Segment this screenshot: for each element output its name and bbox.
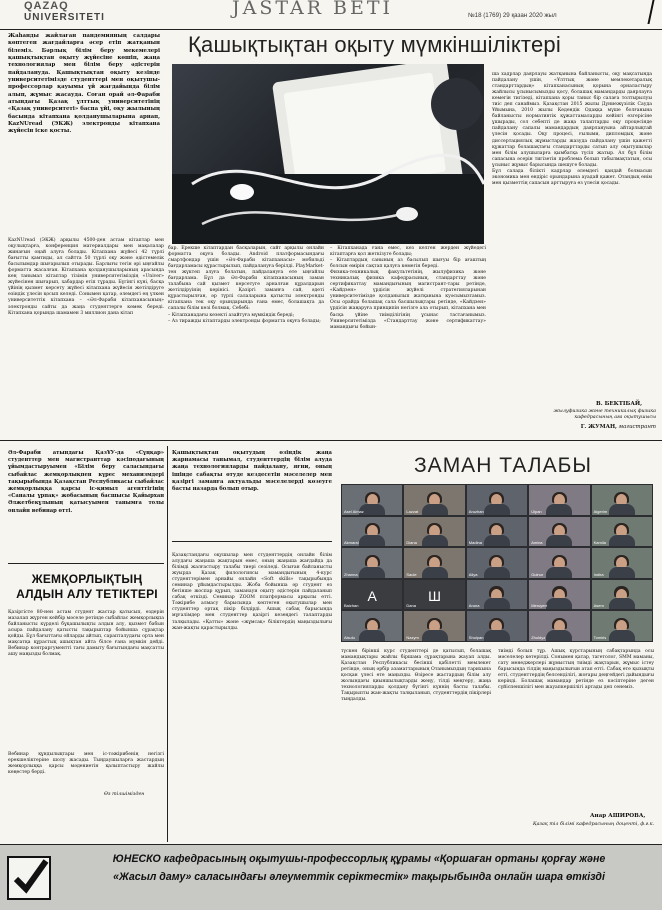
- zoom-participant-tile: [404, 485, 464, 515]
- zoom-participant-name: Gulnur: [531, 571, 544, 577]
- article3-title: ЗАМАН ТАЛАБЫ: [414, 454, 592, 477]
- zoom-participant-body: [609, 598, 635, 609]
- masthead: [0, 0, 662, 28]
- zoom-participant-body: [422, 630, 448, 641]
- article1-top-rule: [0, 29, 662, 30]
- footer-banner: [0, 844, 662, 910]
- article2-lead-rule: [8, 563, 164, 564]
- zoom-participant-tile: [404, 611, 464, 641]
- zoom-participant-tile: [467, 580, 527, 610]
- article2-body2: Вебинар құндылықтары мен іс-тәжірибенің негізгі ерекшеліктеріне шолу жасады. Тыңдаушыларға жастардың жемқорлыққа қарсы мәдениетін қалыптастыру жайлы кеңестер берді.: [8, 752, 164, 776]
- zoom-participant-tile: [342, 548, 402, 578]
- checkmark-icon: [6, 855, 52, 901]
- zoom-participant-name: Balzhan: [344, 603, 359, 609]
- zoom-participant-name: Indira: [593, 571, 604, 577]
- zoom-participant-body: [422, 504, 448, 515]
- phone-photo-illustration: [172, 64, 484, 244]
- article3-author: Анар АШИРОВА,: [590, 813, 646, 819]
- zoom-participant-body: [422, 567, 448, 578]
- article1-col4: ша хадрлар даярлауы жатқанына байланысты, оқу мақсатында пайдалану үшін, «Ұлттық және мемлекетаралық стандарттардың» кітапханасының қорына орналастыру жайлысы ұсынысымызды қосу, болашақ мамандарды даярлауға көмегін тигізеді, кітапхана қоры таныс бір салаға толтырылуы тиіс деп санаймыз. Қазақстан 2015 жылы Дүниежүзілік Сауда Ұйымына, 2010 жылы Кедендік Одаққа мүше болғанына байланысты нормативтік құжаттамаларды кейінгі өзгерісіне ұшырады, сол себепті де жаңа талаптарды оқу процесінде пайдалану сапалы мамандардың даярлануына айтарлықтай үлесін қосады. Оқу процесі, ғылыми, дипломдық және диссертациялық жұмыстарды жазуда пайдалану үшін қажетті құжаттар болашақтағы стандарттарды сатып алу оқытушылар мен білім алушыларға қымбатқа түсіп жатыр. Ал бұл білім сапасына әсерін тигізетін проблема болып табылмақтатын, осы ұсыныс жұмыс барысында шешуге болады. Бұл салада білікті кадрлар әлемдегі қандай болмасын экономика мен өндіріс орындарына ауадай қажет. Отандық өнім мен қызметтің сапасын арттыруға өз үлесін қосады.: [492, 72, 652, 186]
- article3-body1: Қазақстандағы оқушылар мен студенттердің онлайн білім алудағы жаңаша жақтарын емес, оның жаңаша жағдайда да білімді жалғастыру талабы тиері сезіледі. Осыған байланысты жуырда Қазақ филологиясы мамандығының 4-курс студенттерімен арнайы онлайн «Soft skills» тақырыбында семинар ұйымдастырылды. Жоба бойынша әр студент өз бетінше жоспар құрып, заманауи оқыту әдістерін пайдаланып сабақ өткізді. Семинар ZOOM платформасы арқылы өтті. Тәжірибе алмасу барысында көптеген оқытушылар мен студенттер ортақ пікір білдірді. Ашық сабақ барысында мұғалімдер мен студенттер қазіргі кезеңдегі талаптарды талқылады. «Қатты» және «жұмсақ» біліктердің маңыздылығы жан-жақты қарастырылды.: [172, 553, 332, 631]
- article2-lead: Әл-Фараби атындағы ҚазҰУ-да «Сұңқар» студенттер мен магистранттар кәсіподағының ұйымдастыруымен «Білім беру саласындағы сыбайлас жемқорлықпен күрес механизмдері тақырыбында Қазақстан Республикасы сыбайлас жемқорлыққа қарсы іс-қимыл агенттігінің «Саналы ұрпақ» жобасының басшысы Қайырхан Әлжетбекұлының қатысуымен танымға толы онлайн вебинар өтті.: [8, 450, 164, 514]
- article2-body1: Қазіргісте 80-нен астам студент жастар қатысып, өздерін мазалап жүрген кейбір мәселе ретінде сыбайлас жемқорлықпа байланысты күрделі бұқашылықты алдын алу, қызмет бабын асыра пайдалану қатысты тақырыптар бойынша сұрақтар қойды. Бұл бағыттағы ойларды айтып, сарапталудағы орта мен мақсатқа құрастық ашықтан айта білсе ғана мүмкін дейді. Вебинар контраргументті тағы дамыту бағытындағы мақсатты ашу маңызды болмақ.: [8, 610, 164, 658]
- zoom-participant-body: [546, 535, 572, 546]
- zoom-participant-body: [546, 504, 572, 515]
- zoom-participant-name: Asem: [593, 603, 604, 609]
- article1-author1: В. БЕКТІБАЙ,: [596, 401, 643, 407]
- zoom-participant-body: [546, 567, 572, 578]
- zoom-participant-tile: [467, 517, 527, 547]
- zoom-participant-name: Madina: [468, 540, 482, 546]
- page-section-title: JASTAR BETI: [232, 0, 394, 19]
- zoom-participant-tile: [592, 580, 652, 610]
- zoom-participant-body: [609, 567, 635, 578]
- article3-lead: Қашықтықтан оқытудың өзіндік жаңа жарнамасы танымал, студенттердің білім алуда жаңа технологияларды пайдалану, яғни, оның ішінде сабақты өтуде кездесетін мәселелер мен қазіргі заманға актуальды мәселелерді көзеуге басты назарда болып отыр.: [172, 450, 332, 493]
- article1-bottom-rule: [0, 440, 662, 441]
- zoom-participant-body: [484, 567, 510, 578]
- zoom-participant-body: [484, 504, 510, 515]
- article1-lead: Жаһанды жайлаған пандемияның салдары көптеген жағдайларға әсер етіп жатқанын білеміз. Бәрлық білім беру мекемелері қашықтықтан оқыту жүйесіне көшіп, жаңа технологиялар мен білім беру әдістерін пайдалануда. Қашықтықтан оқыту кезінде университетімізде студенттері мен оқытушы-профессорлар қауымы үй жағдайында білім алып, жұмыс жасауда. Соған орай әл-Фараби атындағы Қазақ ұлттық университетінің «Қазақ университеті» баспа үйі, оқу жылының басында кітапхана қолданушыларына арнап, KazNUread (ЭКЖ) электронды кітапхана жүйесін іске қосты.: [8, 33, 160, 135]
- zoom-participant-tile: [592, 611, 652, 641]
- zoom-participant-body: [484, 535, 510, 546]
- article1-col3: – Кітапханада ғана емес, кез келген жерден жүйедегі кітаптарға қол жеткізуге болады; – Кітаптардың санының аз басылып шығуы бір ағаштың болсын өмірін сақтап қалуға көмегін береді. Физика-техникалық факультетінің, жылуфизика және техникалық физика кафедрасының, стандарттау және сертификаттау мамандығының магистрант-тары ретінде, «Кайдзен» үрдісін жүйелі стратегияларынан университетімізде қолданылып жатқанына куәсымызтамыз. Осы орайда болашақ сала басшылықтары ретінде, «Кайдзен» үрдісін жаңаруға принципін негізге ала отырып, кітапхана мен басқа үйіне тиімділігінің ұсынас тастағанымыз. Университетімізда «Стандарттау және сертификаттау» мамандығы бойын-: [330, 246, 486, 330]
- zoom-participant-body: [484, 598, 510, 609]
- zoom-participant-body: [546, 598, 572, 609]
- zoom-participant-name: Aruzhan: [468, 508, 484, 514]
- zoom-participant-name: Zhanna: [344, 571, 358, 577]
- zoom-participant-name: Zhuldyz: [531, 634, 546, 640]
- article1-author2-line: [540, 424, 656, 430]
- zoom-participant-tile: [529, 548, 589, 578]
- logo: [8, 0, 138, 24]
- zoom-participant-tile: [592, 517, 652, 547]
- zoom-participant-name: Dana: [406, 603, 416, 609]
- zoom-participant-name: Aliya: [468, 571, 478, 577]
- article1-author1-role: жылуфизика және техникалық физика кафедрасының аға оқытушысы: [553, 409, 656, 420]
- zoom-participant-body: [609, 535, 635, 546]
- article2-source: Өз тілшімізден: [104, 792, 145, 797]
- article1-author2: Г. ЖУМАН,: [580, 424, 617, 430]
- zoom-participant-name: Lazzat: [406, 508, 419, 514]
- zoom-participant-tile: [592, 548, 652, 578]
- zoom-participant-body: [484, 630, 510, 641]
- logo-top: QAZAQ: [24, 0, 69, 12]
- zoom-participant-name: Kamila: [593, 540, 606, 546]
- zoom-participant-body: [359, 535, 385, 546]
- zoom-participant-tile: [404, 548, 464, 578]
- zoom-participant-body: [609, 504, 635, 515]
- zoom-grid: [341, 484, 653, 642]
- article1-col2: бар. Ерекше кітаптардан басқаларын, сайт арқылы онлайн форматта оқуға болады. Android платформасындағы смартфондар үшін «Әл-Фараби кітапханасы» мобильді бағдарламасы құрастырылып, пайдалануға берілді. PlayMarket-тен жүктеп алуға болатын, пайдалануға өте ыңғайлы бағдарлама. Бұл да Әл-Фараби кітапханасының заман талабына сай қызмет көрсетуге арналған құралдарын жетілдіруінің көрінісі. Қазіргі заманға сай, әдеті құрастырылған, әр түрлі салаларына қатысты электронды кітапхана тек оқу орындарында ғана емес, болашақта да сапалы білім көзі болмақ. Себебі: – Кітапханадағы кезекті азайтуға мүмкіндік береді; – Аз тиражды кітаптарды электронды форматта оқуға болады;: [168, 246, 324, 324]
- zoom-participant-body: [609, 630, 635, 641]
- zoom-participant-tile: [404, 580, 464, 610]
- zoom-participant-tile: [592, 485, 652, 515]
- zoom-participant-tile: [342, 580, 402, 610]
- zoom-participant-name: Nazym: [406, 634, 419, 640]
- article1-author2-role: магистрант: [618, 424, 656, 430]
- zoom-participant-tile: [342, 611, 402, 641]
- zoom-participant-name: Sholpan: [468, 634, 484, 640]
- slash-mark: [647, 0, 654, 24]
- zoom-participant-body: [546, 630, 572, 641]
- zoom-participant-tile: [529, 517, 589, 547]
- zoom-participant-tile: [467, 548, 527, 578]
- article3-author-role: Қазақ тіл білімі кафедрасының доценті, ф.ғ.к.: [532, 822, 654, 827]
- zoom-participant-name: Asel Almaz: [344, 508, 364, 514]
- article1-title: Қашықтықтан оқыту мүмкіншіліктері: [188, 32, 561, 57]
- zoom-participant-body: [422, 535, 448, 546]
- zoom-participant-name: Saule: [406, 571, 417, 577]
- zoom-participant-body: [359, 630, 385, 641]
- zoom-participant-tile: [467, 485, 527, 515]
- zoom-participant-body: [359, 567, 385, 578]
- article3-body3: тиімді болып тұр. Ашық курстарының сабақтарында осы мәселелер көтерілді. Сонымен қатар, тагетолог, SMM маманы, сату менеджерлері жұмыстың тиімді жақтарын, жұмыс істеу барысында тілдің маңыздылығын атап өтті. Сабақ өте қызықты өтті, студенттердің белсенділігі, жоғары деңгейдегі дайындығы көрінді. Болашақ мамандар ретінде өз кәсіптеріне деген сүйіспеншілігі мен жауапкершілігі артады деп сенеміз.: [498, 649, 654, 691]
- zoom-participant-name: Amina: [531, 540, 543, 546]
- zoom-participant-initial: A: [367, 587, 377, 604]
- article3-lead-rule: [172, 541, 332, 542]
- logo-bottom: UNIVERSITETI: [24, 12, 105, 23]
- zoom-participant-name: Tomiris: [593, 634, 607, 640]
- zoom-participant-name: Ulpan: [531, 508, 542, 514]
- footer-line2: «Жасыл даму» саласындағы әлеуметтік серіктестік» тақырыбында онлайн шара өткізді: [113, 871, 605, 883]
- article1-col1: KazNUread (ЭКЖ) арқылы 4500-ден астам кітаптар мен оқулықтарға, конференция материалдары мен мақалалар жинағын оңай алуға болады. Кітапхана жүйесі 42 түрлі бағытты қамтиды, ал сайтта 50 түрлі оқу және әдістемелік басылымдар шығарылып отырады. Барлығы тегін әрі ыңғайлы форматта жасалған. Кітапхана қолданушыларының арасында кең танымал кітаптар тізімін университетіміздің «Univer» жүйесінен шығарып, хабардар етіп тұрады. Бүгінгі күні, басқа үйінің қызмет көрсету жүйесі кітапхана жүйесін жетілдіруге өзіндік үлесін қосып келеді. Сонымен қатар, әлемдегі ең үлкен университеттік кітапхана – «Әл-Фараби кітапханасының» электронды сайты да жаңа студенттерге көмек береді. Кітапхана қорында шамамен 3 миллион дана кітап: [8, 238, 164, 316]
- zoom-participant-name: Akmaral: [344, 540, 359, 546]
- article3-body2: түскен бірінші курс студенттері де қатысып, болашақ мамандықтары жайлы біршама сұрақтарына жауап алды. Қазақстан Республикасы бесінші қабілетті мемлекет ретінде, оның әрбір азаматтарының Отанымыздың тарихына қосқан үлесі өте маңызды. Өзіресе жастардың білім алу жолындағы қиыншылықтарды жеңу, тілді меңгеру, жаңа технологияларды қолдану бүгінгі күннің басты талабы. Тақырыпты жан-жақты талқыланып, студенттердің пікірлері тыңдалды.: [341, 649, 491, 703]
- phone-earphones-photo: [172, 64, 484, 244]
- zoom-participant-name: Meruyert: [531, 603, 547, 609]
- zoom-participant-name: Aisulu: [344, 634, 355, 640]
- zoom-participant-tile: [529, 611, 589, 641]
- zoom-participant-tile: [529, 485, 589, 515]
- zoom-participant-tile: [467, 611, 527, 641]
- article2-title: ЖЕМҚОРЛЫҚТЫҢ АЛДЫН АЛУ ТЕТІКТЕРІ: [16, 572, 158, 601]
- zoom-participant-initial: Ш: [428, 587, 441, 604]
- zoom-participant-name: Aruna: [468, 603, 480, 609]
- zoom-participant-tile: [529, 580, 589, 610]
- issue-line: №18 (1769) 29 қазан 2020 жыл: [468, 12, 557, 19]
- zoom-participant-tile: [404, 517, 464, 547]
- vertical-divider: [167, 446, 168, 842]
- zoom-participant-name: Diana: [406, 540, 417, 546]
- zoom-participant-tile: [342, 485, 402, 515]
- zoom-participant-name: Aigerim: [593, 508, 608, 514]
- footer-line1: ЮНЕСКО кафедрасының оқытушы-профессорлық құрамы «Қоршаған ортаны қорғау және: [112, 853, 606, 865]
- zoom-participant-tile: [342, 517, 402, 547]
